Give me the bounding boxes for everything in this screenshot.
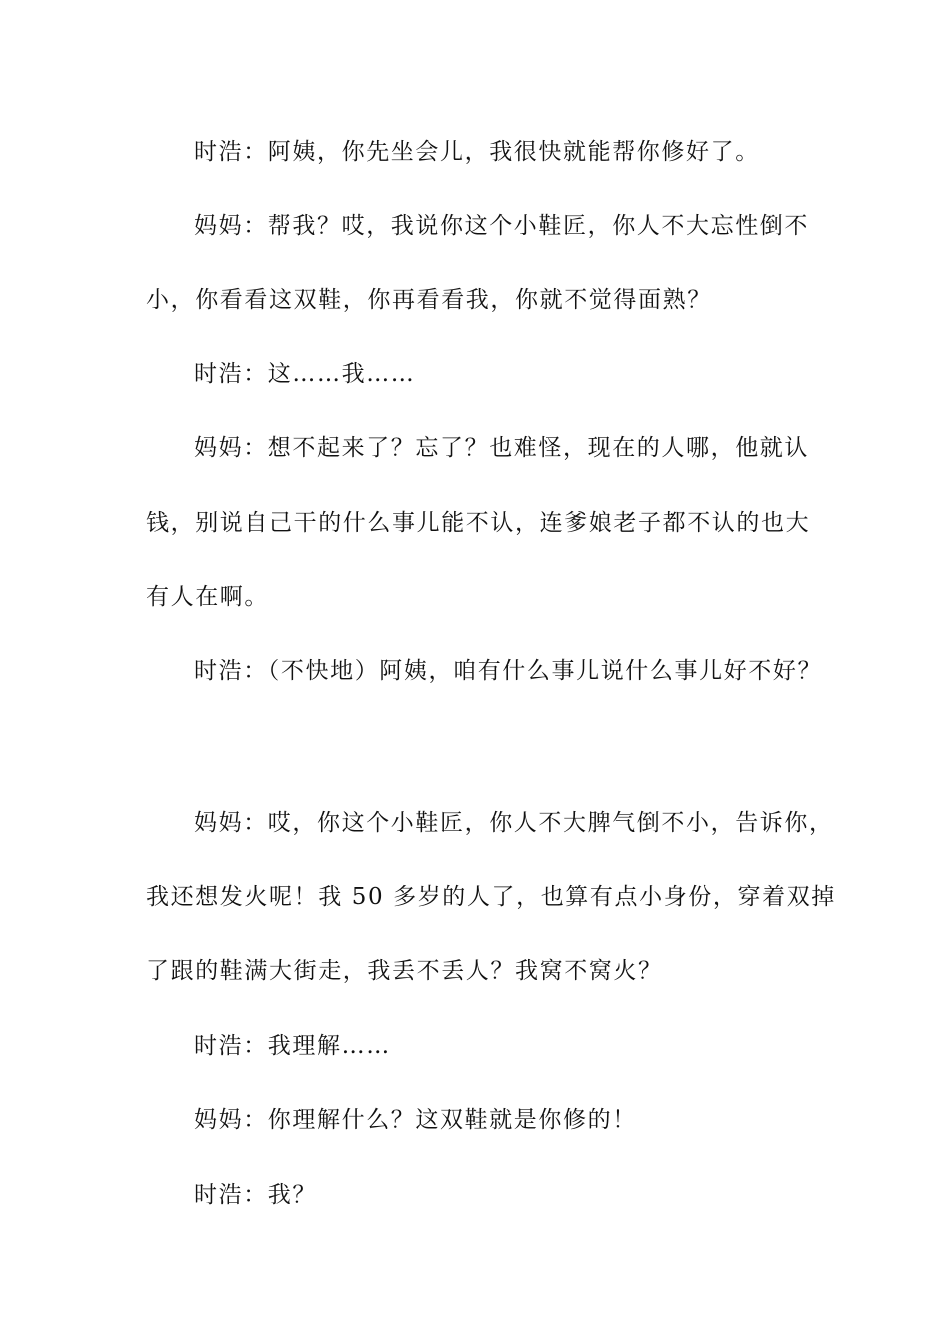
dialogue-line-14: 时浩：我？ bbox=[194, 1182, 317, 1208]
dialogue-line-11: 了跟的鞋满大街走，我丢不丢人？我窝不窝火？ bbox=[146, 958, 663, 984]
dialogue-line-4: 时浩：这……我…… bbox=[194, 361, 416, 387]
dialogue-line-12: 时浩：我理解…… bbox=[194, 1033, 391, 1059]
dialogue-line-2: 妈妈：帮我？哎，我说你这个小鞋匠，你人不大忘性倒不 bbox=[194, 213, 809, 239]
dialogue-line-13: 妈妈：你理解什么？这双鞋就是你修的！ bbox=[194, 1107, 637, 1133]
dialogue-line-5: 妈妈：想不起来了？忘了？也难怪，现在的人哪，他就认 bbox=[194, 435, 809, 461]
dialogue-line-7: 有人在啊。 bbox=[146, 584, 269, 610]
dialogue-line-9: 妈妈：哎，你这个小鞋匠，你人不大脾气倒不小，告诉你， bbox=[194, 810, 834, 836]
dialogue-line-1: 时浩：阿姨，你先坐会儿，我很快就能帮你修好了。 bbox=[194, 139, 760, 165]
dialogue-line-6: 钱，别说自己干的什么事儿能不认，连爹娘老子都不认的也大 bbox=[146, 510, 811, 536]
dialogue-line-8: 时浩：（不快地）阿姨，咱有什么事儿说什么事儿好不好？ bbox=[194, 658, 823, 684]
dialogue-line-10: 我还想发火呢！我 50 多岁的人了，也算有点小身份，穿着双掉 bbox=[146, 884, 836, 910]
dialogue-line-3: 小，你看看这双鞋，你再看看我，你就不觉得面熟？ bbox=[146, 287, 712, 313]
